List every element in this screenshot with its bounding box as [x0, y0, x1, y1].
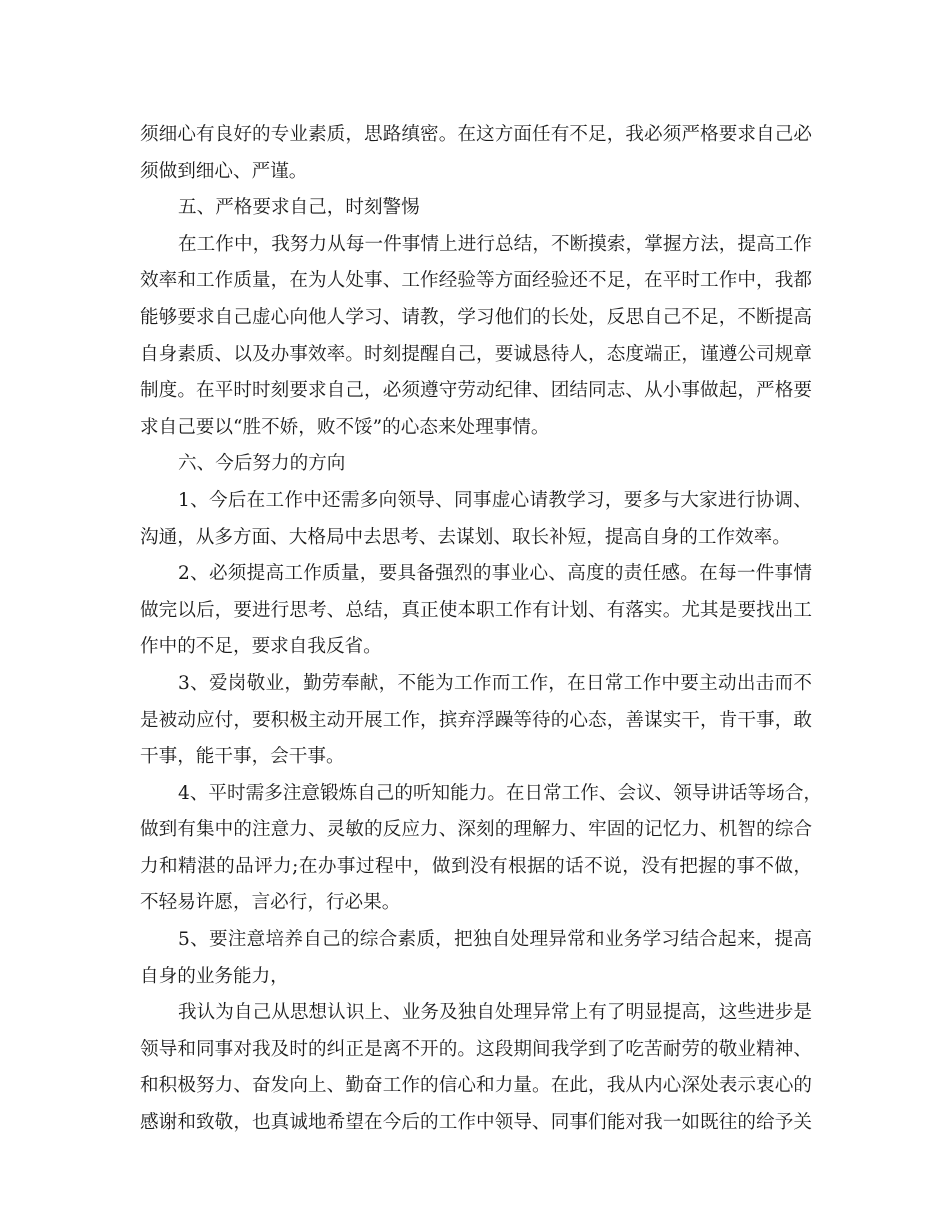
text-line: 制度。在平时时刻要求自己，必须遵守劳动纪律、团结同志、从小事做起，严格要	[140, 380, 812, 402]
text-line: 做到有集中的注意力、灵敏的反应力、深刻的理解力、牢固的记忆力、机智的综合	[140, 819, 812, 841]
paragraph	[140, 556, 812, 666]
text-line: 2、必须提高工作质量，要具备强烈的事业心、高度的责任感。在每一件事情	[178, 563, 812, 585]
paragraph	[140, 995, 812, 1141]
text-line: 效率和工作质量，在为人处事、工作经验等方面经验还不足，在平时工作中，我都	[140, 270, 812, 292]
text-line: 能够要求自己虚心向他人学习、请教，学习他们的长处，反思自己不足，不断提高	[140, 306, 812, 328]
text-line: 自身素质、以及办事效率。时刻提醒自己，要诚恳待人，态度端正，谨遵公司规章	[140, 343, 812, 365]
text-line: 1、今后在工作中还需多向领导、同事虚心请教学习，要多与大家进行协调、	[178, 489, 812, 511]
section-heading	[140, 190, 812, 227]
text-line: 感谢和致敬，也真诚地希望在今后的工作中领导、同事们能对我一如既往的给予关	[140, 1112, 812, 1134]
paragraph	[140, 666, 812, 776]
text-line: 4、平时需多注意锻炼自己的听知能力。在日常工作、会议、领导讲话等场合，	[178, 782, 823, 804]
paragraph	[140, 117, 812, 190]
text-line: 3、爱岗敬业，勤劳奉献，不能为工作而工作，在日常工作中要主动出击而不	[178, 672, 812, 694]
text-line: 作中的不足，要求自我反省。	[140, 636, 382, 658]
text-line: 自身的业务能力，	[140, 965, 289, 987]
paragraph	[140, 922, 812, 995]
text-line: 六、今后努力的方向	[178, 453, 346, 475]
paragraph	[140, 483, 812, 556]
text-line: 力和精湛的品评力;在办事过程中，做到没有根据的话不说，没有把握的事不做，	[140, 855, 812, 877]
text-line: 干事，能干事，会干事。	[140, 746, 345, 768]
text-line: 须做到细心、严谨。	[140, 160, 308, 182]
paragraph	[140, 227, 812, 447]
text-line: 求自己要以“胜不娇，败不馁”的心态来处理事情。	[140, 416, 550, 438]
document-body	[140, 117, 823, 1142]
text-line: 在工作中，我努力从每一件事情上进行总结，不断摸索，掌握方法，提高工作	[178, 233, 812, 255]
text-line: 不轻易许愿，言必行，行必果。	[140, 892, 401, 914]
paragraph	[140, 776, 823, 922]
text-line: 领导和同事对我及时的纠正是离不开的。这段期间我学到了吃苦耐劳的敬业精神、	[140, 1038, 812, 1060]
text-line: 5、要注意培养自己的综合素质，把独自处理异常和业务学习结合起来，提高	[178, 929, 812, 951]
text-line: 做完以后，要进行思考、总结，真正使本职工作有计划、有落实。尤其是要找出工	[140, 599, 812, 621]
text-line: 五、严格要求自己，时刻警惕	[178, 197, 420, 219]
text-line: 和积极努力、奋发向上、勤奋工作的信心和力量。在此，我从内心深处表示衷心的	[140, 1075, 812, 1097]
text-line: 须细心有良好的专业素质，思路缜密。在这方面任有不足，我必须严格要求自己必	[140, 124, 812, 145]
text-line: 沟通，从多方面、大格局中去思考、去谋划、取长补短，提高自身的工作效率。	[140, 526, 791, 548]
text-line: 我认为自己从思想认识上、业务及独自处理异常上有了明显提高，这些进步是	[178, 1002, 812, 1024]
section-heading	[140, 446, 812, 483]
text-line: 是被动应付，要积极主动开展工作，摈弃浮躁等待的心态，善谋实干，肯干事，敢	[140, 709, 812, 731]
